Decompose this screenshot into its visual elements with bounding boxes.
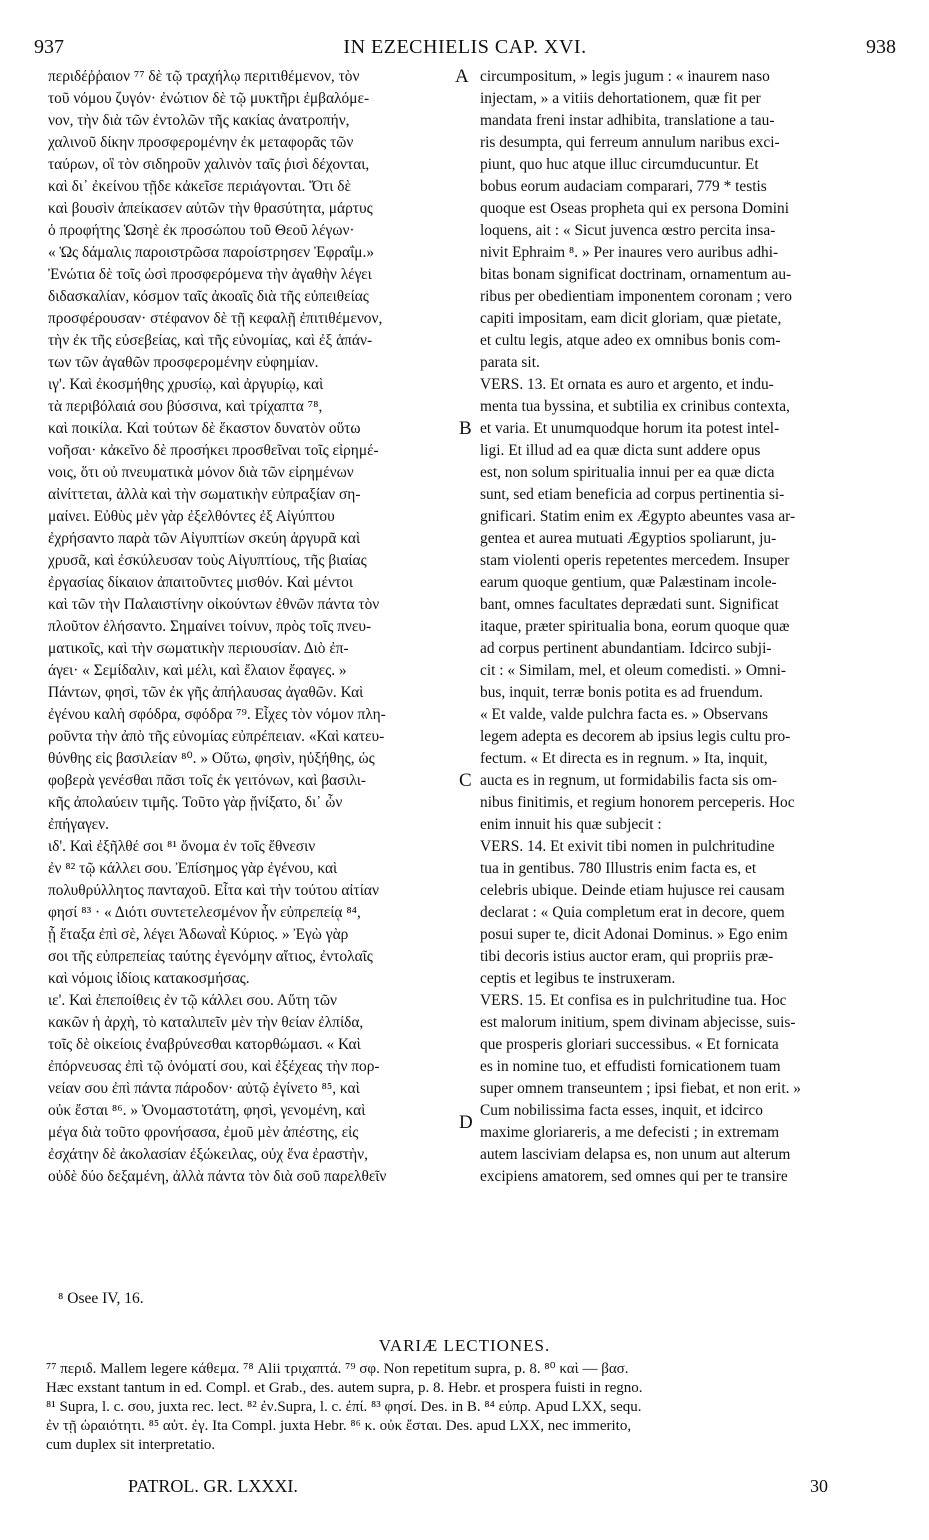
greek_lines-line: θύνθης εἰς βασιλείαν ⁸⁰. » Οὕτω, φησὶν, ηὐξήθης, ὡς xyxy=(48,750,375,767)
greek_lines-line: πλοῦτον ἐλήσαντο. Σημαίνει τοίνυν, πρὸς τοῖς πνευ- xyxy=(48,618,372,635)
latin_lines-line: VERS. 15. Et confisa es in pulchritudine tua. Hoc xyxy=(480,992,787,1009)
latin_lines-line: nibus finitimis, et regium honorem perceperis. Hoc xyxy=(480,794,795,811)
latin_lines-line: et varia. Et unumquodque horum ita potest intel- xyxy=(480,420,780,437)
margin-letter-a: A xyxy=(455,66,469,87)
greek_lines-line: προσφέρουσαν· στέφανον δὲ τῇ κεφαλῇ ἐπιτιθέμενον, xyxy=(48,310,383,327)
latin_lines-line: sunt, sed etiam beneficia ad corpus pertinentia si- xyxy=(480,486,785,503)
latin_lines-line: piunt, quo huc atque illuc circumducuntur. Et xyxy=(480,156,759,173)
latin_lines-line: ad corpus pertinent abundantiam. Idcirco subji- xyxy=(480,640,772,657)
greek_lines-line: μέγα διὰ τοῦτο φρονήσασα, ἐμοῦ μὲν ἀπέστης, εἰς xyxy=(48,1124,359,1141)
greek_lines-line: οὐδὲ δύο δεξαμένη, ἀλλὰ πάντα τὸν διὰ σοῦ παρελθεῖν xyxy=(48,1168,387,1185)
greek_lines-line: Ἐνώτια δὲ τοῖς ὠσὶ προσφερόμενα τὴν ἀγαθὴν λέγει xyxy=(48,266,372,283)
greek_lines-line: « Ὡς δάμαλις παροιστρῶσα παροίστρησεν Ἐφραΐμ.» xyxy=(48,244,375,261)
latin_lines-line: maxime gloriareris, a me defecisti ; in extremam xyxy=(480,1124,780,1141)
greek_lines-line: ιδ'. Καὶ ἐξῆλθέ σοι ⁸¹ ὄνομα ἐν τοῖς ἔθνεσιν xyxy=(48,838,316,855)
latin_lines-line: cit : « Similam, mel, et oleum comedisti. » Omni- xyxy=(480,662,787,679)
latin_lines-line: enim innuit his quæ subjecit : xyxy=(480,816,662,833)
latin_lines-line: ligi. Et illud ad ea quæ dicta sunt addere opus xyxy=(480,442,761,459)
latin_lines-line: loquens, ait : « Sicut juvenca œstro percita insa- xyxy=(480,222,776,239)
variae-line: ⁸¹ Supra, l. c. σου, juxta rec. lect. ⁸² ἐν.Supra, l. c. ἐπί. ⁸³ φησί. Des. in B. ⁸⁴ εὐπρ. Apud LXX, sequ. xyxy=(46,1399,642,1415)
greek_lines-line: ἐν ⁸² τῷ κάλλει σου. Ἐπίσημος γὰρ ἐγένου, καὶ xyxy=(48,860,338,877)
page-footer xyxy=(128,1476,828,1497)
latin_lines-line: ceptis et legibus te instruxeram. xyxy=(480,970,676,987)
greek_lines-line: ὁ προφήτης Ὡσηὲ ἐκ προσώπου τοῦ Θεοῦ λέγων· xyxy=(48,222,355,239)
latin_lines-line: que prosperis gloriari successibus. « Et fornicata xyxy=(480,1036,779,1053)
latin_lines-line: gnificari. Statim enim ex Ægypto abeuntes vasa ar- xyxy=(480,508,796,525)
latin_lines-line: quoque est Oseas propheta qui ex persona Domini xyxy=(480,200,790,217)
latin_lines-line: capiti impositam, eam dicit gloriam, quæ pietate, xyxy=(480,310,782,327)
greek_lines-line: νείαν σου ἐπὶ πάντα πάροδον· αὐτῷ ἐγίνετο ⁸⁵, καὶ xyxy=(48,1080,360,1097)
variae-line: Hæc exstant tantum in ed. Compl. et Grab., des. autem supra, p. 8. Hebr. et prospera fuisti in regno. xyxy=(46,1380,643,1396)
latin_lines-line: est malorum initium, spem divinam abjecisse, suis- xyxy=(480,1014,796,1031)
greek-column xyxy=(48,66,446,1188)
greek_lines-line: κακῶν ἡ ἀρχὴ, τὸ καταλιπεῖν μὲν τὴν θείαν ἐλπίδα, xyxy=(48,1014,364,1031)
greek_lines-line: αἰνίττεται, ἀλλὰ καὶ τὴν σωματικὴν εὐπραξίαν ση- xyxy=(48,486,361,503)
latin_lines-line: fectum. « Et directa es in regnum. » Ita, inquit, xyxy=(480,750,768,767)
latin_lines-line: stam violenti operis repetentes mercedem. Insuper xyxy=(480,552,790,569)
greek_lines-line: ματικοῖς, καὶ τὴν σωματικὴν περιουσίαν. Διὸ ἐπ- xyxy=(48,640,349,657)
greek_lines-line: Πάντων, φησὶ, τῶν ἐκ γῆς ἀπήλαυσας ἀγαθῶν. Καὶ xyxy=(48,684,364,701)
latin_lines-line: super omnem transeuntem ; ipsi fiebat, et non erit. » xyxy=(480,1080,801,1097)
greek_lines-line: χρυσᾶ, καὶ ἐσκύλευσαν τοὺς Αἰγυπτίους, τῆς βιαίας xyxy=(48,552,367,569)
latin_lines-line: est, non solum spiritualia innui per ea quæ dicta xyxy=(480,464,775,481)
greek_lines-line: ιγ'. Καὶ ἐκοσμήθης χρυσίῳ, καὶ ἀργυρίῳ, καὶ xyxy=(48,376,324,393)
greek_lines-line: καὶ δι᾿ ἐκείνου τῇδε κἀκεῖσε περιάγονται. Ὅτι δὲ xyxy=(48,178,351,195)
latin_lines-line: Cum nobilissima facta esses, inquit, et idcirco xyxy=(480,1102,763,1119)
running-title: IN EZECHIELIS CAP. XVI. xyxy=(343,36,587,58)
page-number-right: 938 xyxy=(866,36,896,58)
variae-line: ⁷⁷ περιδ. Mallem legere κάθεμα. ⁷⁸ Alii τριχαπτά. ⁷⁹ σφ. Non repetitum supra, p. 8. ⁸⁰ καὶ — βασ. xyxy=(46,1361,629,1377)
latin_lines-line: nivit Ephraim ⁸. » Per inaures vero auribus adhi- xyxy=(480,244,779,261)
variae-line: ἐν τῇ ὡραιότητι. ⁸⁵ αὐτ. ἐγ. Ita Compl. juxta Hebr. ⁸⁶ κ. οὐκ ἔσται. Des. apud LXX, nec immerito, xyxy=(46,1418,632,1434)
latin_lines-line: es in nomine tuo, et effudisti fornicationem tuam xyxy=(480,1058,781,1075)
greek_lines-line: καὶ τῶν τὴν Παλαιστίνην οἰκούντων ἐθνῶν πάντα τὸν xyxy=(48,596,380,613)
latin_lines-line: itaque, præter spiritualia bona, eorum quoque quæ xyxy=(480,618,790,635)
greek_lines-line: χαλινοῦ δίκην προσφερομένην ἐκ μεταφορᾶς τῶν xyxy=(48,134,354,151)
latin_lines-line: bitas bonam significat doctrinam, ornamentum au- xyxy=(480,266,792,283)
latin_lines-line: VERS. 14. Et exivit tibi nomen in pulchritudine xyxy=(480,838,775,855)
greek_lines-line: ιε'. Καὶ ἐπεποίθεις ἐν τῷ κάλλει σου. Αὕτη τῶν xyxy=(48,992,337,1009)
greek_lines-line: ἐργασίας δίκαιον ἀπαιτοῦντες μισθόν. Καὶ μέντοι xyxy=(48,574,353,591)
margin-letter-c: C xyxy=(459,770,472,791)
greek_lines-line: τὰ περιβόλαιά σου βύσσινα, καὶ τρίχαπτα ⁷⁸, xyxy=(48,398,323,415)
variae-title: VARIÆ LECTIONES. xyxy=(378,1336,551,1355)
latin_lines-line: tua in gentibus. 780 Illustris enim facta es, et xyxy=(480,860,757,877)
latin_lines-line: declarat : « Quia completum erat in decore, quem xyxy=(480,904,785,921)
latin_lines-line: posui super te, dicit Adonai Dominus. » Ego enim xyxy=(480,926,788,943)
greek_lines-line: διδασκαλίαν, κόσμον ταῖς ἀκοαῖς διὰ τῆς εὐπειθείας xyxy=(48,288,369,305)
greek_lines-line: ἐχρήσαντο παρὰ τῶν Αἰγυπτίων σκεύη ἀργυρᾶ καὶ xyxy=(48,530,361,547)
latin_lines-line: tibi decoris istius auctor eram, qui propriis præ- xyxy=(480,948,774,965)
greek_lines-line: άγει· « Σεμίδαλιν, καὶ μέλι, καὶ ἔλαιον ἔφαγες. » xyxy=(48,662,347,679)
greek_lines-line: περιδέῤῥαιον ⁷⁷ δὲ τῷ τραχήλῳ περιτιθέμενον, τὸν xyxy=(48,68,360,85)
latin-column xyxy=(480,66,890,1188)
latin_lines-line: celebris ubique. Deinde etiam hujusce rei causam xyxy=(480,882,785,899)
greek_lines-line: πολυθρύλλητος πανταχοῦ. Εἶτα καὶ τὴν τούτου αἰτίαν xyxy=(48,882,379,899)
latin_lines-line: menta tua byssina, et subtilia ex crinibus contexta, xyxy=(480,398,790,415)
margin-letter-d: D xyxy=(459,1112,473,1133)
greek_lines-line: φησί ⁸³ · « Διότι συντετελεσμένον ἦν εὐπρεπείᾳ ⁸⁴, xyxy=(48,904,361,921)
greek_lines-line: ᾗ ἔταξα ἐπὶ σὲ, λέγει Ἀδωναῒ Κύριος. » Ἐγὼ γὰρ xyxy=(48,926,349,943)
greek_lines-line: ταύρων, οἳ τὸν σιδηροῦν χαλινὸν ταῖς ῥισὶ δέχονται, xyxy=(48,156,370,173)
greek_lines-line: οὐκ ἔσται ⁸⁶. » Ὀνομαστοτάτη, φησὶ, γενομένη, καὶ xyxy=(48,1102,366,1119)
footer-series: PATROL. GR. LXXXI. xyxy=(128,1476,298,1496)
greek_lines-line: νοῆσαι· κἀκεῖνο δὲ προσήκει προσθεῖναι τοῖς εἰρημέ- xyxy=(48,442,379,459)
greek_lines-line: ἐγένου καλὴ σφόδρα, σφόδρα ⁷⁹. Εἶχες τὸν νόμον πλη- xyxy=(48,706,386,723)
latin_lines-line: ribus per obedientiam imponentem coronam ; vero xyxy=(480,288,792,305)
greek_lines-line: ροῦντα τὴν ἀπὸ τῆς εὐνομίας εὐπρέπειαν. «Καὶ κατευ- xyxy=(48,728,385,745)
greek_lines-line: καὶ νόμοις ἰδίοις κατακοσμήσας. xyxy=(48,970,250,987)
variae-lectiones xyxy=(46,1360,896,1455)
greek_lines-line: καὶ ποικίλα. Καὶ τούτων δὲ ἕκαστον δυνατὸν οὕτω xyxy=(48,420,361,437)
latin_lines-line: « Et valde, valde pulchra facta es. » Observans xyxy=(480,706,769,723)
variae-line: cum duplex sit interpretatio. xyxy=(46,1437,216,1453)
greek_lines-line: ἐπήγαγεν. xyxy=(48,816,109,833)
latin_lines-line: excipiens amatorem, sed omnes qui per te transire xyxy=(480,1168,788,1185)
latin_lines-line: gentea et aurea mutuati Ægyptios spoliarunt, ju- xyxy=(480,530,777,547)
latin_lines-line: autem lasciviam delapsa es, non unum aut alterum xyxy=(480,1146,791,1163)
greek_lines-line: τοῦ νόμου ζυγόν· ἐνώτιον δὲ τῷ μυκτῆρι ἐμβαλόμε- xyxy=(48,90,370,107)
footer-sheet-number: 30 xyxy=(810,1476,828,1496)
page-number-left: 937 xyxy=(34,36,64,58)
latin_lines-line: VERS. 13. Et ornata es auro et argento, et indu- xyxy=(480,376,774,393)
greek_lines-line: καὶ βουσὶν ἀπείκασεν αὐτῶν τὴν θρασύτητα, μάρτυς xyxy=(48,200,373,217)
greek_lines-line: ἐσχάτην δὲ ἀκολασίαν ἐξώκειλας, οὐχ ἕνα ἐραστὴν, xyxy=(48,1146,368,1163)
latin_lines-line: earum quoque gentium, quæ Palæstinam incole- xyxy=(480,574,777,591)
greek_lines-line: ἐπόρνευσας ἐπὶ τῷ ὀνόματί σου, καὶ ἐξέχεας τὴν πορ- xyxy=(48,1058,380,1075)
latin_lines-line: injectam, » a vitiis dehortationem, quæ fit per xyxy=(480,90,761,107)
latin_lines-line: parata sit. xyxy=(480,354,540,371)
greek_lines-line: νοις, ὅτι οὐ πνευματικὰ μόνον διὰ τῶν εἰρημένων xyxy=(48,464,354,481)
latin_lines-line: bus, inquit, terræ bonis potita es ad fruendum. xyxy=(480,684,763,701)
latin_lines-line: mandata freni instar adhibita, translatione a tau- xyxy=(480,112,775,129)
footnote: ⁸ Osee IV, 16. xyxy=(58,1290,144,1307)
greek_lines-line: τὴν ἐκ τῆς εὐσεβείας, καὶ τῆς εὐνομίας, καὶ ἐξ ἁπάν- xyxy=(48,332,373,349)
latin_lines-line: legem adepta es decorem ab ipsius legis cultu pro- xyxy=(480,728,791,745)
greek_lines-line: τοῖς δὲ οἰκείοις ἐναβρύνεσθαι κατορθώμασι. « Καὶ xyxy=(48,1036,361,1053)
page-header xyxy=(34,36,896,64)
latin_lines-line: circumpositum, » legis jugum : « inaurem naso xyxy=(480,68,770,85)
greek_lines-line: κῆς ἀπολαύειν τιμῆς. Τοῦτο γὰρ ᾔνίξατο, δι᾿ ὧν xyxy=(48,794,343,811)
greek_lines-line: μαίνει. Εὐθὺς μὲν γὰρ ἐξελθόντες ἐξ Αἰγύπτου xyxy=(48,508,335,525)
latin_lines-line: et cultu legis, atque adeo ex omnibus bonis com- xyxy=(480,332,781,349)
latin_lines-line: bant, omnes facultates deprædati sunt. Significat xyxy=(480,596,779,613)
greek_lines-line: των τῶν ἀγαθῶν προσφερομένην εὐφημίαν. xyxy=(48,354,319,371)
greek_lines-line: φοβερὰ γενέσθαι πᾶσι τοῖς ἐκ γειτόνων, καὶ βασιλι- xyxy=(48,772,367,789)
margin-letter-b: B xyxy=(459,418,472,439)
latin_lines-line: aucta es in regnum, ut formidabilis facta sis om- xyxy=(480,772,778,789)
latin_lines-line: ris desumpta, qui ferreum annulum naribus exci- xyxy=(480,134,780,151)
greek_lines-line: νον, τὴν διὰ τῶν ἐντολῶν τῆς κακίας ἀνατροπήν, xyxy=(48,112,350,129)
latin_lines-line: bobus eorum audaciam comparari, 779 * testis xyxy=(480,178,767,195)
greek_lines-line: σοι τῆς εὐπρεπείας ταύτης ἐγενόμην αἴτιος, ἐντολαῖς xyxy=(48,948,373,965)
